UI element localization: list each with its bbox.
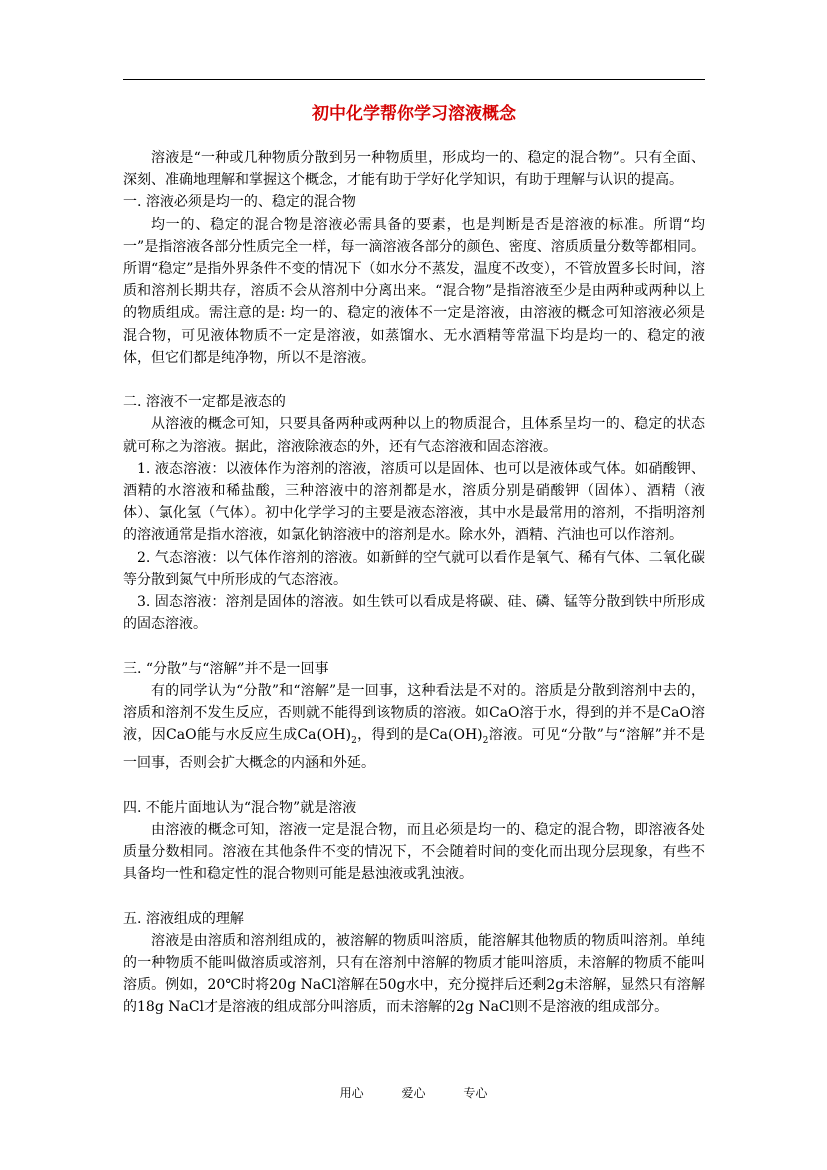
- spacer: [123, 774, 705, 796]
- section-1-paragraph: 均一的、稳定的混合物是溶液必需具备的要素，也是判断是否是溶液的标准。所谓“均一”是指溶液各部分性质完全一样，每一滴溶液各部分的颜色、密度、溶质质量分数等都相同。所谓“稳定”是指外界条件不变的情况下（如水分不蒸发，温度不改变），不管放置多长时间，溶质和溶剂长期共存，溶质不会从溶剂中分离出来。“混合物”是指溶液至少是由两种或两种以上的物质组成。需注意的是: 均一的、稳定的液体不一定是溶液，由溶液的概念可知溶液必须是混合物，可见液体物质不一定是溶液，如蒸馏水、无水酒精等常温下均是均一的、稳定的液体，但它们都是纯净物，所以不是溶液。: [123, 216, 705, 366]
- section-2-paragraph: 从溶液的概念可知，只要具备两种或两种以上的物质混合，且体系呈均一的、稳定的状态就可称之为溶液。据此，溶液除液态的外，还有气态溶液和固态溶液。: [123, 416, 705, 455]
- document-title: 初中化学帮你学习溶液概念: [312, 104, 516, 124]
- section-5-paragraph: 溶液是由溶质和溶剂组成的，被溶解的物质叫溶质，能溶解其他物质的物质叫溶剂。单纯的一种物质不能叫做溶质或溶剂，只有在溶剂中溶解的物质才能叫溶质，未溶解的物质不能叫溶质。例如，20℃时将20g NaCl溶解在50g水中，充分搅拌后还剩2g未溶解，显然只有溶解的18g NaCl才是溶液的组成部分叫溶质，而未溶解的2g NaCl则不是溶液的组成部分。: [123, 932, 705, 1016]
- section-4-paragraph: 由溶液的概念可知，溶液一定是混合物，而且必须是均一的、稳定的混合物，即溶液各处质量分数相同。溶液在其他条件不变的情况下，不会随着时间的变化而出现分层现象，有些不具备均一性和稳定性的混合物则可能是悬浊液或乳浊液。: [123, 821, 705, 883]
- section-5-heading: 五. 溶液组成的理解: [123, 910, 244, 927]
- footer-word-2: 爱心: [401, 1086, 426, 1100]
- section-2-heading: 二. 溶液不一定都是液态的: [123, 394, 286, 411]
- spacer: [123, 369, 705, 391]
- section-3-text-a: 有的同学认为“分散”和“溶解”是一回事，这种看法是不对的。溶质是分散到溶剂中去的，溶质和溶剂不发生反应，否则就不能得到该物质的溶液。如CaO溶于水，得到的并不是CaO溶液，因CaO能与水反应生成Ca(OH): [123, 682, 705, 744]
- spacer: [123, 635, 705, 657]
- section-2-item-1: 1. 液态溶液：以液体作为溶剂的溶液，溶质可以是固体、也可以是液体或气体。如硝酸钾、酒精的水溶液和稀盐酸，三种溶液中的溶剂都是水，溶质分别是硝酸钾（固体）、酒精（液体）、氯化氢（气体）。初中化学学习的主要是液态溶液，其中水是最常用的溶剂，不指明溶剂的溶液通常是指水溶液，如氯化钠溶液中的溶剂是水。除水外，酒精、汽油也可以作溶剂。: [123, 460, 705, 544]
- subscript: 2: [351, 736, 357, 747]
- section-4-heading: 四. 不能片面地认为“混合物”就是溶液: [123, 799, 357, 816]
- section-3-paragraph: [123, 680, 705, 775]
- intro-paragraph: 溶液是“一种或几种物质分散到另一种物质里，形成均一的、稳定的混合物”。只有全面、深刻、准确地理解和掌握这个概念，才能有助于学好化学知识，有助于理解与认识的提高。: [123, 150, 705, 189]
- section-1-heading: 一. 溶液必须是均一的、稳定的混合物: [123, 194, 356, 211]
- section-3-heading: 三. “分散”与“溶解”并不是一回事: [123, 660, 329, 677]
- section-2-item-3: 3. 固态溶液：溶剂是固体的溶液。如生铁可以看成是将碳、硅、磷、锰等分散到铁中所形成的固态溶液。: [123, 594, 705, 633]
- section-3-text-b: ，得到的是Ca(OH): [356, 727, 483, 744]
- footer-word-3: 专心: [463, 1086, 488, 1100]
- subscript: 2: [482, 736, 489, 747]
- document-body: [123, 147, 705, 1019]
- section-2-item-2: 2. 气态溶液：以气体作溶剂的溶液。如新鲜的空气就可以看作是氧气、稀有气体、二氧化碳等分散到氮气中所形成的气态溶液。: [123, 549, 705, 588]
- page-footer: [0, 1085, 827, 1101]
- header-rule: [123, 79, 705, 80]
- footer-word-1: 用心: [339, 1086, 364, 1100]
- spacer: [123, 885, 705, 907]
- section-3-text-c: 溶液。可见“分散”与“溶解”并不是一回事，否则会扩大概念的内涵和外延。: [123, 727, 705, 772]
